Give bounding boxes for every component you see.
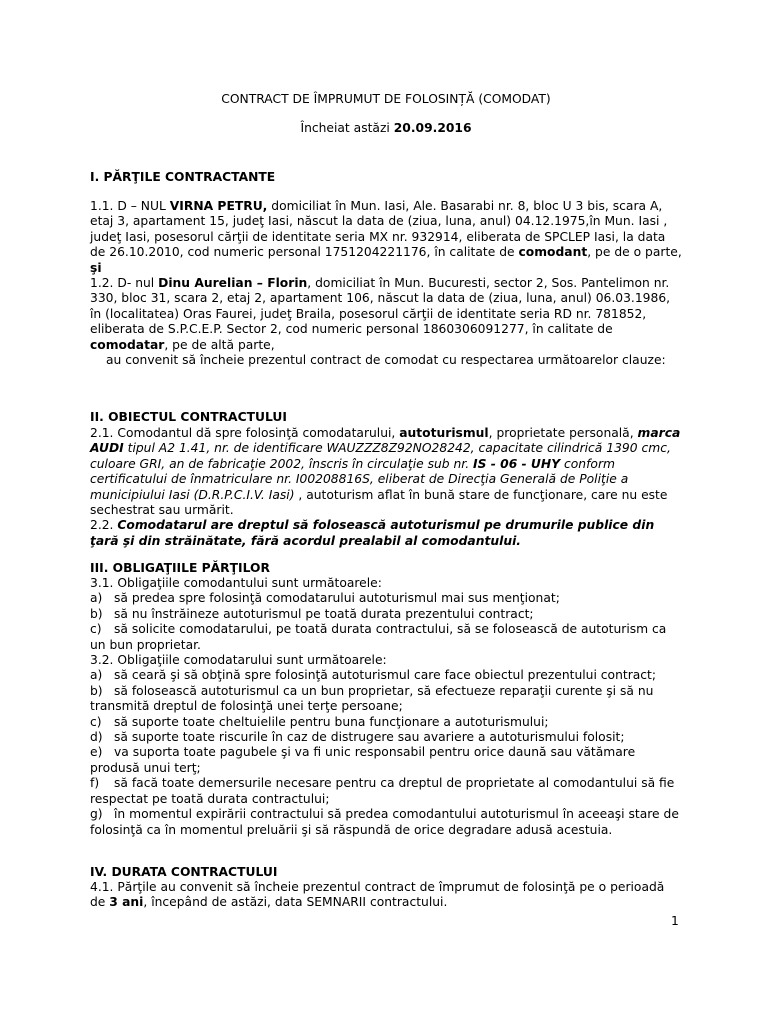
- agreement-clause: au convenit să încheie prezentul contract de comodat cu respectarea următoarelor clauze:: [106, 353, 666, 368]
- contract-date: 20.09.2016: [393, 121, 472, 135]
- list-item-text: să suporte toate riscurile în caz de distrugere sau avariere a autoturismului folosit;: [114, 730, 625, 745]
- comodant-role: comodant: [518, 245, 588, 260]
- section-2-body: [90, 426, 682, 549]
- page-number: 1: [671, 914, 679, 928]
- section-3-body: [90, 576, 682, 838]
- comodatar-role: comodatar: [90, 337, 165, 352]
- clause-1-2: [90, 276, 682, 353]
- clause-2-1: [90, 426, 682, 518]
- conjunction-si: şi: [90, 260, 102, 275]
- car-details: tipul A2 1.41, nr. de identificare WAUZZZ8Z92NO28242, capacitate cilindrică 1390 cmc, culoare GRI, an de fabricaţie 2002, înscris în circulaţie sub nr.: [90, 441, 671, 471]
- list-item-text: va suporta toate pagubele şi va fi unic responsabil pentru orice daună sau vătămare produsă unui terţ;: [90, 745, 636, 775]
- list-item-label: c): [90, 714, 102, 729]
- list-item: [90, 730, 682, 745]
- list-item-label: b): [90, 606, 103, 621]
- list-item-text: să nu înstrăineze autoturismul pe toată durata prezentului contract;: [114, 606, 534, 621]
- document-title: CONTRACT DE ÎMPRUMUT DE FOLOSINȚĂ (COMODAT): [221, 92, 551, 106]
- clause-4-1-suffix: , începând de astăzi, data SEMNARII contractului.: [143, 895, 448, 910]
- clause-2-1-text: , proprietate personală,: [488, 426, 638, 440]
- comodant-name: VIRNA PETRU,: [169, 199, 268, 213]
- list-item: [90, 607, 682, 622]
- clause-1-1-suffix: , pe de o parte,: [587, 245, 682, 260]
- section-4-body: [90, 880, 682, 911]
- clause-1-1-text: domiciliat în Mun. Iasi, Ale. Basarabi nr. 8, bloc U 3 bis, scara A, etaj 3, apartament 15, judeţ Iasi, născut la data de (ziua, luna, anul) 04.12.1975,în Mun. Iasi , judeţ Iasi, posesorul cărţii de identitate seria MX nr. 932914, eliberata de SPCLEP Iasi, la data de 26.10.2010, cod numeric personal 1751204221176, în calitate de: [90, 199, 668, 260]
- contract-duration: 3 ani: [109, 895, 144, 910]
- list-item: [90, 807, 682, 838]
- list-item: [90, 684, 682, 715]
- list-item-label: e): [90, 745, 103, 760]
- list-item: [90, 776, 682, 807]
- list-item-label: c): [90, 622, 102, 637]
- section-1-body: [90, 199, 682, 368]
- list-item-text: în momentul expirării contractului să predea comodantului autoturismul în aceeaşi stare de folosinţă ca în momentul preluării şi să răspundă de orice degradare adusă acestuia.: [90, 807, 679, 837]
- clause-1-2-suffix: , pe de altă parte,: [164, 337, 275, 352]
- car-plate: IS - 06 - UHY: [473, 456, 561, 471]
- list-item: [90, 745, 682, 776]
- comodatar-name: Dinu Aurelian – Florin: [158, 276, 308, 291]
- clause-1-1: [90, 199, 682, 261]
- clause-3-2: 3.2. Obligaţiile comodatarului sunt următoarele:: [90, 653, 387, 668]
- object-autoturism: autoturismul: [399, 426, 489, 440]
- clause-4-1: [90, 880, 682, 911]
- list-item-text: să predea spre folosinţă comodatarului autoturismul mai sus menţionat;: [114, 591, 560, 606]
- section-4-heading: IV. DURATA CONTRACTULUI: [90, 865, 278, 879]
- list-item: [90, 591, 682, 606]
- list-item-text: să folosească autoturismul ca un bun proprietar, să efectueze reparaţii curente şi să nu transmită dreptul de folosinţă unei terţe persoane;: [90, 683, 654, 714]
- section-3-heading: III. OBLIGAŢIILE PĂRŢILOR: [90, 561, 270, 575]
- clause-2-1-suffix: , autoturism aflat în bună stare de funcţionare, care nu este sechestrat sau urmărit.: [90, 487, 668, 518]
- list-item-label: a): [90, 668, 103, 683]
- section-1-heading: I. PĂRŢILE CONTRACTANTE: [90, 170, 276, 184]
- list-item-label: f): [90, 776, 100, 791]
- section-2-heading: II. OBIECTUL CONTRACTULUI: [90, 410, 287, 424]
- clause-1-2-text: , domiciliat în Mun. Bucuresti, sector 2, Sos. Pantelimon nr. 330, bloc 31, scara 2, etaj 2, apartament 106, născut la data de (ziua, luna, anul) 06.03.1986, în (localitatea) Oras Faurei, judeţ Braila, posesorul cărţii de identitate seria RD nr. 781852, eliberata de S.P.C.E.P. Sector 2, cod numeric personal 1860306091277, în calitate de: [90, 276, 671, 337]
- car-make: marca AUDI: [90, 426, 681, 456]
- list-item: [90, 622, 682, 653]
- list-item-text: să ceară şi să obţină spre folosinţă autoturismul care face obiectul prezentului contract;: [114, 668, 657, 683]
- clause-2-2-prefix: 2.2.: [90, 518, 118, 533]
- clause-3-1: 3.1. Obligaţiile comodantului sunt următoarele:: [90, 576, 382, 590]
- list-item-label: a): [90, 591, 103, 606]
- clause-1-2-prefix: 1.2. D- nul: [90, 276, 159, 291]
- obligations-comodatar-list: [90, 668, 682, 837]
- list-item-text: să suporte toate cheltuielile pentru buna funcţionare a autoturismului;: [114, 714, 549, 729]
- list-item-label: g): [90, 807, 103, 822]
- obligations-comodant-list: [90, 591, 682, 653]
- document-subtitle: [90, 121, 682, 136]
- clause-4-1-prefix: 4.1. Părţile au convenit să încheie prezentul contract de împrumut de folosinţă pe o perioadă de: [90, 880, 665, 910]
- clause-1-1-prefix: 1.1. D – NUL: [90, 199, 170, 213]
- list-item: [90, 668, 682, 683]
- list-item-text: să solicite comodatarului, pe toată durata contractului, să se folosească de autoturism ca un bun proprietar.: [90, 622, 667, 652]
- clause-2-2-text: Comodatarul are dreptul să folosească autoturismul pe drumurile publice din ţară şi din străinătate, fără acordul prealabil al comodantului.: [90, 518, 655, 548]
- clause-2-1-prefix: 2.1. Comodantul dă spre folosinţă comodatarului,: [90, 426, 400, 440]
- clause-2-2: [90, 518, 682, 549]
- list-item: [90, 715, 682, 730]
- subtitle-prefix: Încheiat astăzi: [300, 121, 394, 135]
- list-item-label: d): [90, 730, 103, 745]
- car-registration: conform certificatului de înmatriculare nr. I00208816S, eliberat de Direcţia Generală de Poliţie a municipiului Iasi (D.R.P.C.I.V. Iasi): [90, 456, 629, 502]
- list-item-label: b): [90, 683, 103, 698]
- list-item-text: să facă toate demersurile necesare pentru ca dreptul de proprietate al comodantului să fie respectat pe toată durata contractului;: [90, 776, 675, 806]
